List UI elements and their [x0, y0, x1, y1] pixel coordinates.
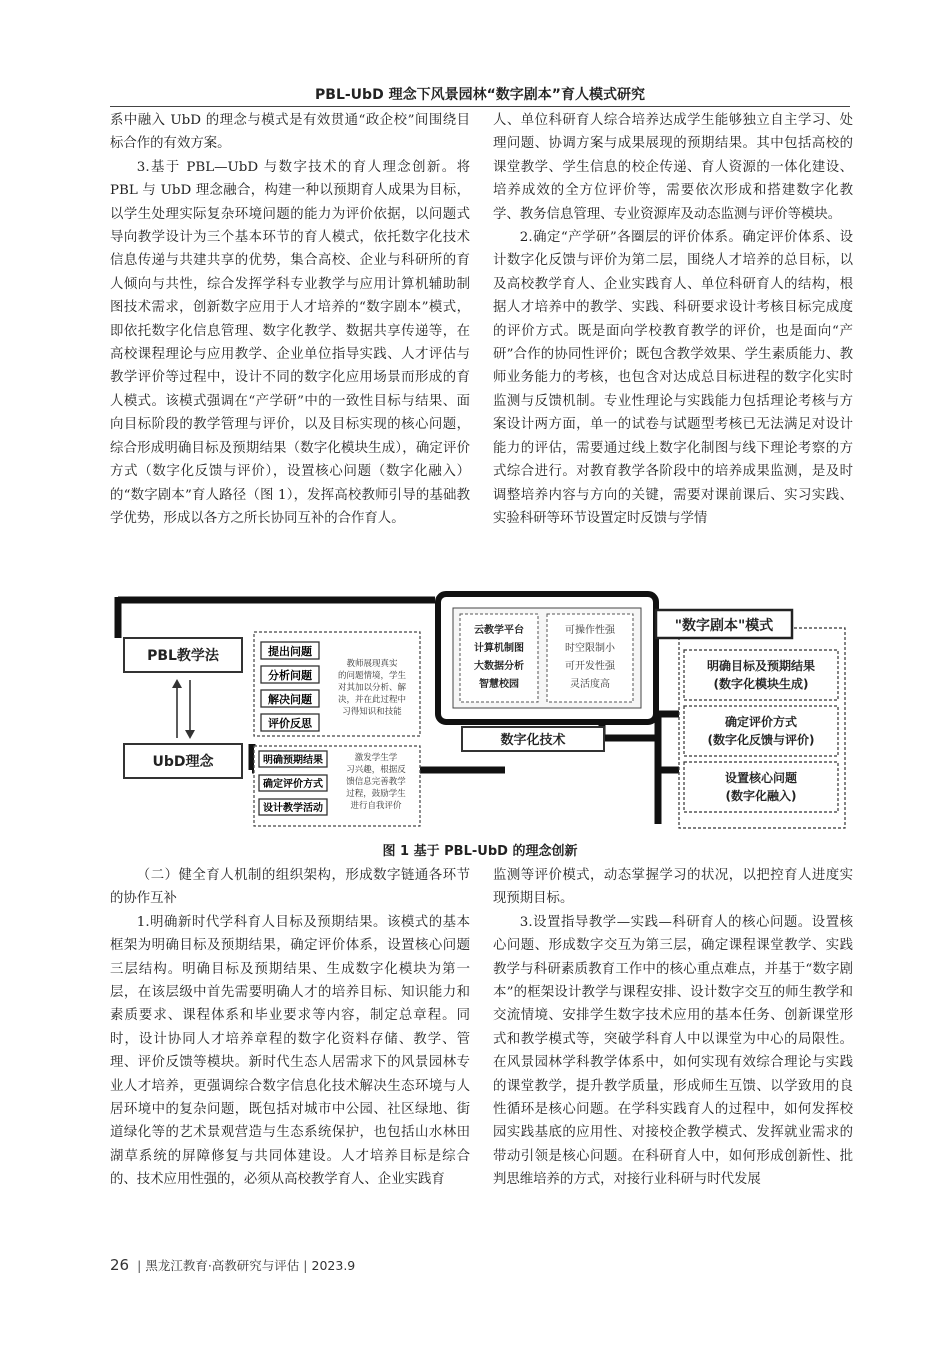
desc-line: 对其加以分析、解 [337, 683, 407, 693]
tech-item: 计算机制图 [474, 643, 524, 654]
mode-box-subtitle: (数字化模块生成) [713, 677, 809, 691]
page-number: 26 [110, 1256, 130, 1274]
column-top-left [110, 109, 470, 530]
step-box [261, 642, 319, 659]
ubd-label: UbD理念 [152, 754, 214, 770]
step-label: 解决问题 [268, 693, 312, 706]
pbl-label: PBL教学法 [147, 648, 219, 664]
section-heading: （二）健全育人机制的组织架构，形成数字链通各环节的协作互补 [110, 868, 470, 907]
journal-name: 黑龙江教育·高教研究与评估 [145, 1258, 300, 1273]
running-head: PBL-UbD 理念下风景园林“数字剧本”育人模式研究 [315, 87, 645, 103]
paragraph: 人、单位科研育人综合培养达成学生能够独立自主学习、处理问题、协调方案与成果展现的预期结果。其中包括高校的课堂教学、学生信息的校企传递、育人资源的一体化建设、培养成效的全方位评价等，需要依次形成和搭建数字化教学、教务信息管理、专业资源库及动态监测与评价等模块。 [493, 113, 853, 222]
mode-box-subtitle: (数字化融入) [725, 789, 797, 803]
tech-item: 智慧校园 [479, 679, 519, 690]
tech-item: 云教学平台 [474, 625, 524, 636]
desc-line: 习得知识和技能 [342, 707, 402, 717]
step-box [261, 690, 319, 707]
step-label: 分析问题 [268, 669, 312, 682]
tech-feature: 灵活度高 [570, 679, 610, 690]
paragraph: 3.基于 PBL—UbD 与数字技术的育人理念创新。将 PBL 与 UbD 理念融合，构建一种以预期育人成果为目标，以学生处理实际复杂环境问题的能力为评价依据，以问题式导向教学设计为三个基本环节的育人模式，依托数字化技术信息传递与共建共享的优势，集合高校、企业与科研所的育人倾向与共性，综合发挥学科专业教学与应用计算机辅助制图技术需求，创新数字应用于人才培养的“数字剧本”模式，即依托数字化信息管理、数字化教学、数据共享传递等，在高校课程理论与应用教学、企业单位指导实践、人才评估与教学评价等过程中，设计不同的数字化应用场景而形成的育人模式。该模式强调在“产学研”中的一致性目标与结果、面向目标阶段的教学管理与评价，以及目标实现的核心问题，综合形成明确目标及预期结果（数字化模块生成），确定评价方式（数字化反馈与评价），设置核心问题（数字化融入）的“数字剧本”育人路径（图 1），发挥高校教师引导的基础教学优势，形成以各方之所长协同互补的合作育人。 [110, 159, 470, 526]
mode-box-title: 确定评价方式 [724, 715, 798, 729]
tech-feature: 可开发性强 [565, 661, 615, 672]
step-box [259, 799, 327, 815]
ubd-box [124, 744, 242, 778]
paragraph: 1.明确新时代学科育人目标及预期结果。该模式的基本框架为明确目标及预期结果，确定评价体系，设置核心问题三层结构。明确目标及预期结果、生成数字化模块为第一层，在该层级中首先需要明确人才的培养目标、知识能力和素质要求、课程体系和毕业要求等内容，制定总章程。同时，设计协同人才培养章程的数字化资料存储、教学、管理、评价反馈等模块。新时代生态人居需求下的风景园林专业人才培养，更强调综合数字信息化技术解决生态环境与人居环境中的复杂问题，既包括对城市中公园、社区绿地、街道绿化等的艺术景观营造与生态系统保护，也包括山水林田湖草系统的屏障修复与共同体建设。人才培养目标是综合的、技术应用性强的，必须从高校教学育人、企业实践育 [110, 914, 470, 1188]
tech-feature: 时空限制小 [565, 643, 615, 654]
desc-line: 教师展现真实 [346, 659, 398, 669]
step-box [259, 751, 327, 767]
header-rule [110, 106, 850, 107]
digital-tech-monitor [438, 594, 656, 751]
bidirectional-arrow [172, 679, 195, 739]
mode-title: "数字剧本"模式 [674, 618, 774, 634]
step-label: 评价反思 [268, 717, 312, 730]
step-label: 确定评价方式 [263, 779, 323, 790]
column-bottom-left [110, 864, 470, 1192]
step-box [259, 775, 327, 791]
step-box [261, 666, 319, 683]
column-top-right [493, 109, 853, 530]
step-label: 提出问题 [268, 645, 312, 658]
paragraph: 2.确定“产学研”各圈层的评价体系。确定评价体系、设计数字化反馈与评价为第二层，围绕人才培养的总目标，以及高校教学育人、企业实践育人、单位科研育人的结构，根据人才培养中的教学、实践、科研要求设计考核目标完成度的评价方式。既是面向学校教育教学的评价，也是面向“产研”合作的协同性评价；既包含教学效果、学生素质能力、教师业务能力的考核，也包含对达成总目标进程的数字化实时监测与反馈机制。专业性理论与实践能力包括理论考核与方案设计两方面，单一的试卷与试题型考核已无法满足对设计能力的评估，需要通过线上数字化制图与线下理论考察的方式综合进行。对教育教学各阶段中的培养成果监测，是及时调整培养内容与方向的关键，需要对课前课后、实习实践、实验科研等环节设置定时反馈与学情 [493, 230, 853, 526]
paragraph: 监测等评价模式，动态掌握学习的状况，以把控育人进度实现预期目标。 [493, 868, 853, 907]
ubd-steps-panel [254, 746, 420, 826]
issue: 2023.9 [311, 1258, 356, 1273]
tech-item: 大数据分析 [474, 661, 524, 672]
mode-box-subtitle: (数字化反馈与评价) [707, 733, 815, 747]
figure-caption: 图 1 基于 PBL-UbD 的理念创新 [382, 844, 578, 859]
desc-line: 馈信息完善教学 [346, 777, 406, 787]
desc-line: 的问题情境，学生 [337, 671, 407, 681]
step-label: 设计教学活动 [263, 803, 323, 814]
mode-box [684, 650, 838, 700]
column-bottom-right [493, 864, 853, 1192]
paragraph: 系中融入 UbD 的理念与模式是有效贯通“政企校”间围绕目标合作的有效方案。 [110, 113, 470, 152]
desc-line: 进行自我评价 [350, 801, 402, 811]
desc-line: 激发学生学 [354, 753, 398, 763]
desc-line: 过程，鼓励学生 [346, 789, 406, 799]
mode-box [684, 706, 838, 756]
tech-feature: 可操作性强 [565, 625, 615, 636]
desc-line: 习兴趣，根据反 [346, 765, 406, 775]
pbl-box [124, 638, 242, 672]
paragraph: 3.设置指导教学—实践—科研育人的核心问题。设置核心问题、形成数字交互为第三层，确定课程课堂教学、实践教学与科研素质教育工作中的核心重点难点，并基于“数字剧本”的框架设计教学与课程安排、设计数字交互的师生教学和交流情境、安排学生数字技术应用的基本任务、创新课堂形式和教学模式等，突破学科育人中以课堂为中心的局限性。在风景园林学科教学体系中，如何实现有效综合理论与实践的课堂教学，提升教学质量，形成师生互馈、以学致用的良性循环是核心问题。在学科实践育人的过程中，如何发挥校园实践基底的应用性、对接校企教学模式、发挥就业需求的带动引领是核心问题。在科研育人中，如何形成创新性、批判思维培养的方式，对接行业科研与时代发展 [493, 914, 853, 1188]
mode-box [684, 762, 838, 812]
step-label: 明确预期结果 [263, 755, 323, 766]
desc-line: 决，并在此过程中 [337, 695, 407, 705]
tech-label: 数字化技术 [500, 733, 566, 748]
step-box [261, 714, 319, 731]
pbl-steps-panel [254, 632, 420, 736]
figure-1-diagram [110, 588, 850, 833]
mode-box-title: 明确目标及预期结果 [706, 659, 816, 673]
page-footer: 26 | 黑龙江教育·高教研究与评估 | 2023.9 [110, 1256, 356, 1274]
digital-script-mode-panel [656, 610, 845, 828]
mode-box-title: 设置核心问题 [724, 771, 798, 785]
